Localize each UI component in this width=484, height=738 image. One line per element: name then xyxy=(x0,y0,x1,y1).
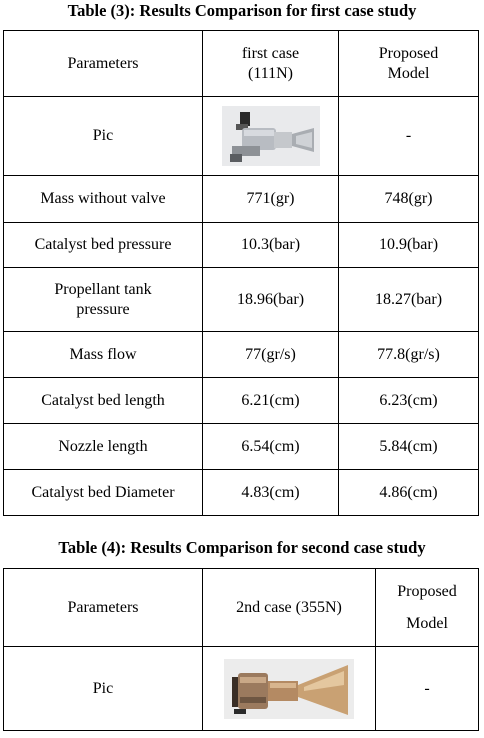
proposed-value: 10.9(bar) xyxy=(339,223,479,268)
first-case-value: 6.54(cm) xyxy=(203,424,339,470)
table-row xyxy=(4,176,479,223)
results-table-first-case xyxy=(3,30,479,516)
table-row xyxy=(4,378,479,424)
thruster-355N-photo-graphic xyxy=(224,659,354,719)
proposed-value: 77.8(gr/s) xyxy=(339,332,479,378)
table-header-row xyxy=(4,569,479,647)
pic-proposed: - xyxy=(376,647,479,731)
first-case-value: 10.3(bar) xyxy=(203,223,339,268)
table-row xyxy=(4,223,479,268)
table-row xyxy=(4,470,479,516)
row-label: Catalyst bed Diameter xyxy=(4,470,203,516)
header-second-case: 2nd case (355N) xyxy=(203,569,376,647)
header-proposed-model: Proposed Model xyxy=(339,31,479,97)
header-proposed-model: Proposed Model xyxy=(376,569,479,647)
first-case-value: 18.96(bar) xyxy=(203,268,339,332)
table-3-caption: Table (3): Results Comparison for first case study xyxy=(67,1,417,20)
table-row xyxy=(4,268,479,332)
table-row-pic xyxy=(4,97,479,176)
row-label: Catalyst bed pressure xyxy=(4,223,203,268)
row-label: Pic xyxy=(4,97,203,176)
row-label: Pic xyxy=(4,647,203,731)
table-row-pic xyxy=(4,647,479,731)
first-case-value: 4.83(cm) xyxy=(203,470,339,516)
table-4-caption: Table (4): Results Comparison for second case study xyxy=(58,538,426,557)
first-case-value: 771(gr) xyxy=(203,176,339,223)
results-table-second-case xyxy=(3,568,479,731)
row-label: Catalyst bed length xyxy=(4,378,203,424)
pic-proposed: - xyxy=(339,97,479,176)
table-row xyxy=(4,424,479,470)
row-label: Nozzle length xyxy=(4,424,203,470)
proposed-value: 5.84(cm) xyxy=(339,424,479,470)
thruster-355N-image xyxy=(203,647,376,731)
first-case-value: 77(gr/s) xyxy=(203,332,339,378)
first-case-value: 6.21(cm) xyxy=(203,378,339,424)
header-first-case: first case (111N) xyxy=(203,31,339,97)
thruster-111N-photo-graphic xyxy=(222,106,320,166)
row-label: Propellant tank pressure xyxy=(4,268,203,332)
header-parameters: Parameters xyxy=(4,569,203,647)
table-header-row xyxy=(4,31,479,97)
thruster-111N-image xyxy=(203,97,339,176)
table-row xyxy=(4,332,479,378)
proposed-value: 18.27(bar) xyxy=(339,268,479,332)
row-label: Mass without valve xyxy=(4,176,203,223)
header-parameters: Parameters xyxy=(4,31,203,97)
proposed-value: 6.23(cm) xyxy=(339,378,479,424)
proposed-value: 4.86(cm) xyxy=(339,470,479,516)
row-label: Mass flow xyxy=(4,332,203,378)
proposed-value: 748(gr) xyxy=(339,176,479,223)
